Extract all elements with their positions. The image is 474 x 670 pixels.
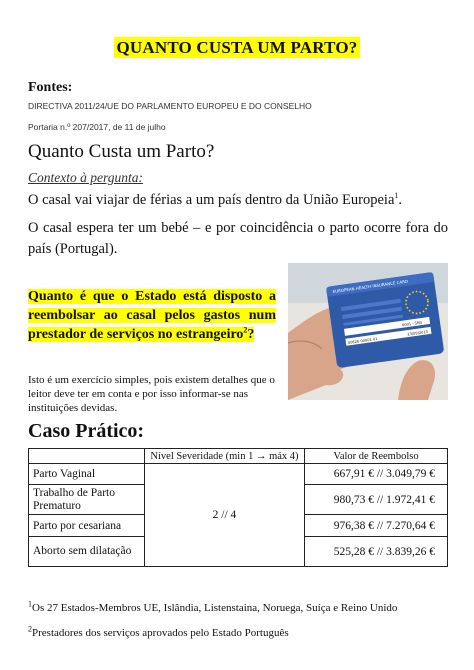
row-label: Trabalho de Parto Prematuro [29,485,145,515]
card-id1: 0001 - SNS [401,320,423,328]
row-value: 667,91 € // 3.049,79 € [305,464,448,485]
sources-label: Fontes: [28,80,73,95]
row-value: 976,38 € // 7.270,64 € [305,515,448,537]
row-label: Parto por cesariana [29,515,145,537]
row-value: 980,73 € // 1.972,41 € [305,485,448,515]
table-header-severity: Nível Severidade (min 1 → máx 4) [145,449,305,464]
disclaimer-note: Isto é um exercício simples, pois existem detalhes que o leitor deve ter em conta e por isso informar-se nas instituições devidas. [28,374,275,414]
health-card-photo [288,263,448,400]
highlighted-question: Quanto é que o Estado está disposto a reembolsar ao casal pelos gastos num prestador de serviços no estrangeiro$^2$? [28,289,276,342]
reimbursement-table [28,448,448,567]
health-card-illustration [288,263,448,400]
severity-cell: 2 // 4 [145,464,305,567]
section-heading: Quanto Custa um Parto? [28,141,215,162]
page-title: QUANTO CUSTA UM PARTO? [116,38,358,57]
footnote-1: $^1$Os 27 Estados-Membros UE, Islândia, Listenstaina, Noruega, Suíça e Reino Unido [28,599,398,614]
table-header-value: Valor de Reembolso [305,449,448,464]
row-label: Aborto sem dilatação [29,537,145,567]
card-id2: 00626 00001 01 [347,336,378,345]
table-header-empty [29,449,145,464]
source-directive: DIRECTIVA 2011/24/UE DO PARLAMENTO EUROPEU E DO CONSELHO [28,101,312,111]
footnote-2: $^2$Prestadores dos serviços aprovados pelo Estado Português [28,624,289,639]
card-date: 23/09/2013 [407,329,429,337]
row-value: 525,28 € // 3.839,26 € [305,537,448,567]
row-label: Parto Vaginal [29,464,145,485]
context-label: Contexto à pergunta: [28,170,143,185]
paragraph-birth: O casal espera ter um bebé – e por coincidência o parto ocorre fora do país (Portugal). [28,220,448,257]
table-header-row [29,449,448,464]
card-header: EUROPEAN HEALTH INSURANCE CARD [332,278,409,295]
source-portaria: Portaria n.º 207/2017, de 11 de julho [28,122,166,132]
paragraph-trip: O casal vai viajar de férias a um país dentro da União Europeia$^1$. [28,191,403,208]
case-heading: Caso Prático: [28,420,145,442]
table-row [29,464,448,485]
